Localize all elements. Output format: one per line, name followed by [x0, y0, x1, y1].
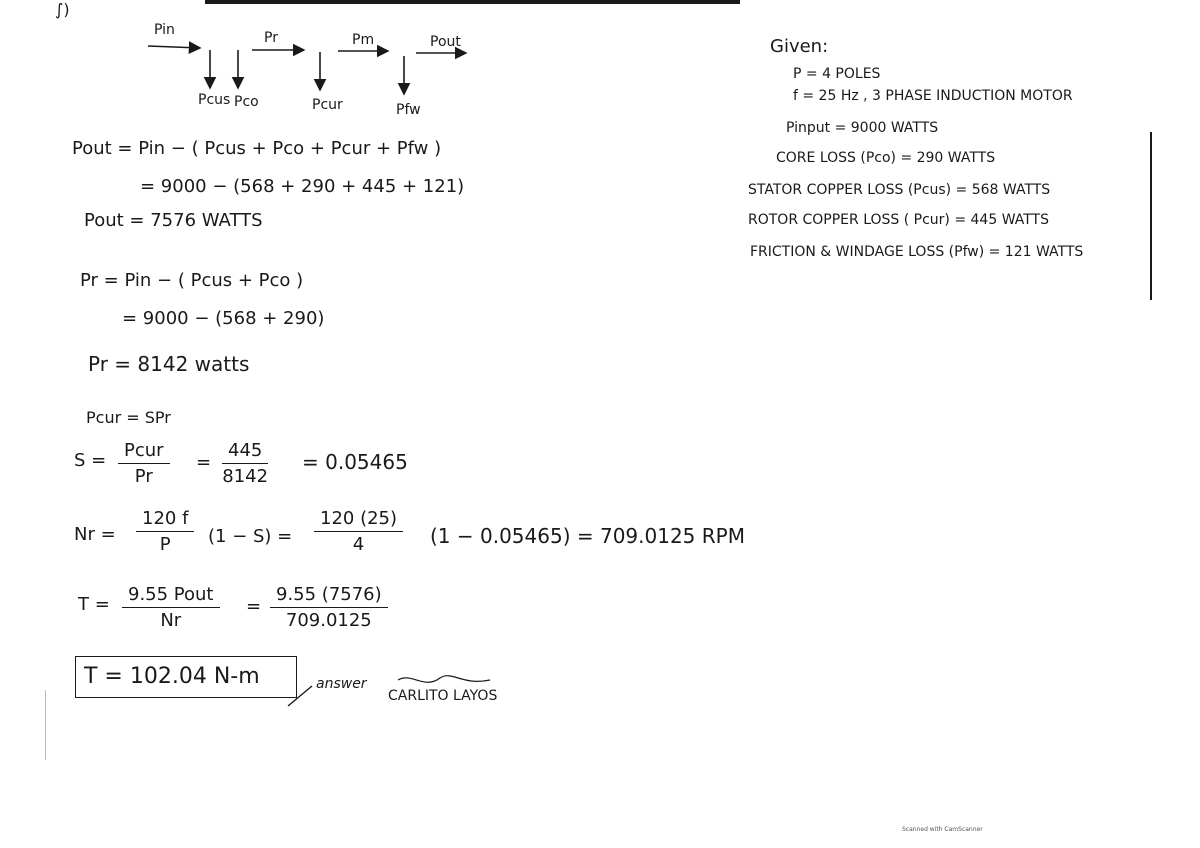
- flow-label-pco: Pco: [234, 94, 259, 110]
- slip-relation: Pcur = SPr: [86, 408, 171, 427]
- slip-denominator-1: Pr: [134, 466, 153, 487]
- speed-lhs: Nr =: [74, 524, 116, 545]
- given-core-loss: CORE LOSS (Pco) = 290 WATTS: [776, 150, 996, 166]
- pr-substitution: = 9000 − (568 + 290): [122, 308, 325, 329]
- given-input-power: Pinput = 9000 WATTS: [786, 120, 939, 136]
- slip-lhs: S =: [74, 450, 107, 471]
- scanner-footer: Scanned with CamScanner: [902, 826, 983, 833]
- pr-equation: Pr = Pin − ( Pcus + Pco ): [80, 270, 304, 291]
- given-poles: P = 4 POLES: [793, 66, 881, 82]
- speed-result: (1 − 0.05465) = 709.0125 RPM: [430, 524, 745, 548]
- flow-label-pfw: Pfw: [396, 102, 421, 118]
- flow-label-pin: Pin: [154, 22, 175, 38]
- speed-slip-term: (1 − S) =: [208, 526, 293, 547]
- pout-result: Pout = 7576 WATTS: [84, 210, 263, 231]
- given-frequency: f = 25 Hz , 3 PHASE INDUCTION MOTOR: [793, 88, 1073, 104]
- pout-substitution: = 9000 − (568 + 290 + 445 + 121): [140, 176, 465, 197]
- torque-lhs: T =: [78, 594, 110, 615]
- slip-numerator-2: 445: [222, 440, 268, 464]
- flow-label-pcus: Pcus: [198, 92, 231, 108]
- slip-equals: =: [196, 452, 212, 473]
- signature-name: CARLITO LAYOS: [388, 688, 498, 704]
- torque-equals: =: [246, 596, 262, 617]
- pr-result: Pr = 8142 watts: [88, 352, 250, 376]
- flow-label-pm: Pm: [352, 32, 375, 48]
- signature-scribble: [398, 676, 490, 683]
- torque-numerator-2: 9.55 (7576): [270, 584, 388, 608]
- flow-label-pcur: Pcur: [312, 97, 343, 113]
- pout-equation: Pout = Pin − ( Pcus + Pco + Pcur + Pfw ): [72, 138, 442, 159]
- speed-numerator-2: 120 (25): [314, 508, 403, 532]
- corner-mark: ∫): [55, 0, 70, 19]
- given-friction-loss: FRICTION & WINDAGE LOSS (Pfw) = 121 WATTS: [750, 244, 1084, 260]
- given-heading: Given:: [770, 36, 829, 57]
- answer-tag: answer: [316, 676, 367, 692]
- flow-label-pout: Pout: [430, 34, 461, 50]
- slip-numerator-1: Pcur: [118, 440, 170, 464]
- given-rotor-loss: ROTOR COPPER LOSS ( Pcur) = 445 WATTS: [748, 212, 1049, 228]
- final-answer: T = 102.04 N-m: [84, 664, 260, 689]
- slip-result: = 0.05465: [302, 450, 408, 474]
- torque-denominator-2: 709.0125: [285, 610, 372, 631]
- torque-denominator-1: Nr: [160, 610, 182, 631]
- given-stator-loss: STATOR COPPER LOSS (Pcus) = 568 WATTS: [748, 182, 1051, 198]
- flow-label-pr: Pr: [264, 30, 278, 46]
- torque-numerator-1: 9.55 Pout: [122, 584, 220, 608]
- slip-denominator-2: 8142: [222, 466, 269, 487]
- speed-numerator-1: 120 f: [136, 508, 194, 532]
- speed-denominator-2: 4: [352, 534, 365, 555]
- speed-denominator-1: P: [159, 534, 171, 555]
